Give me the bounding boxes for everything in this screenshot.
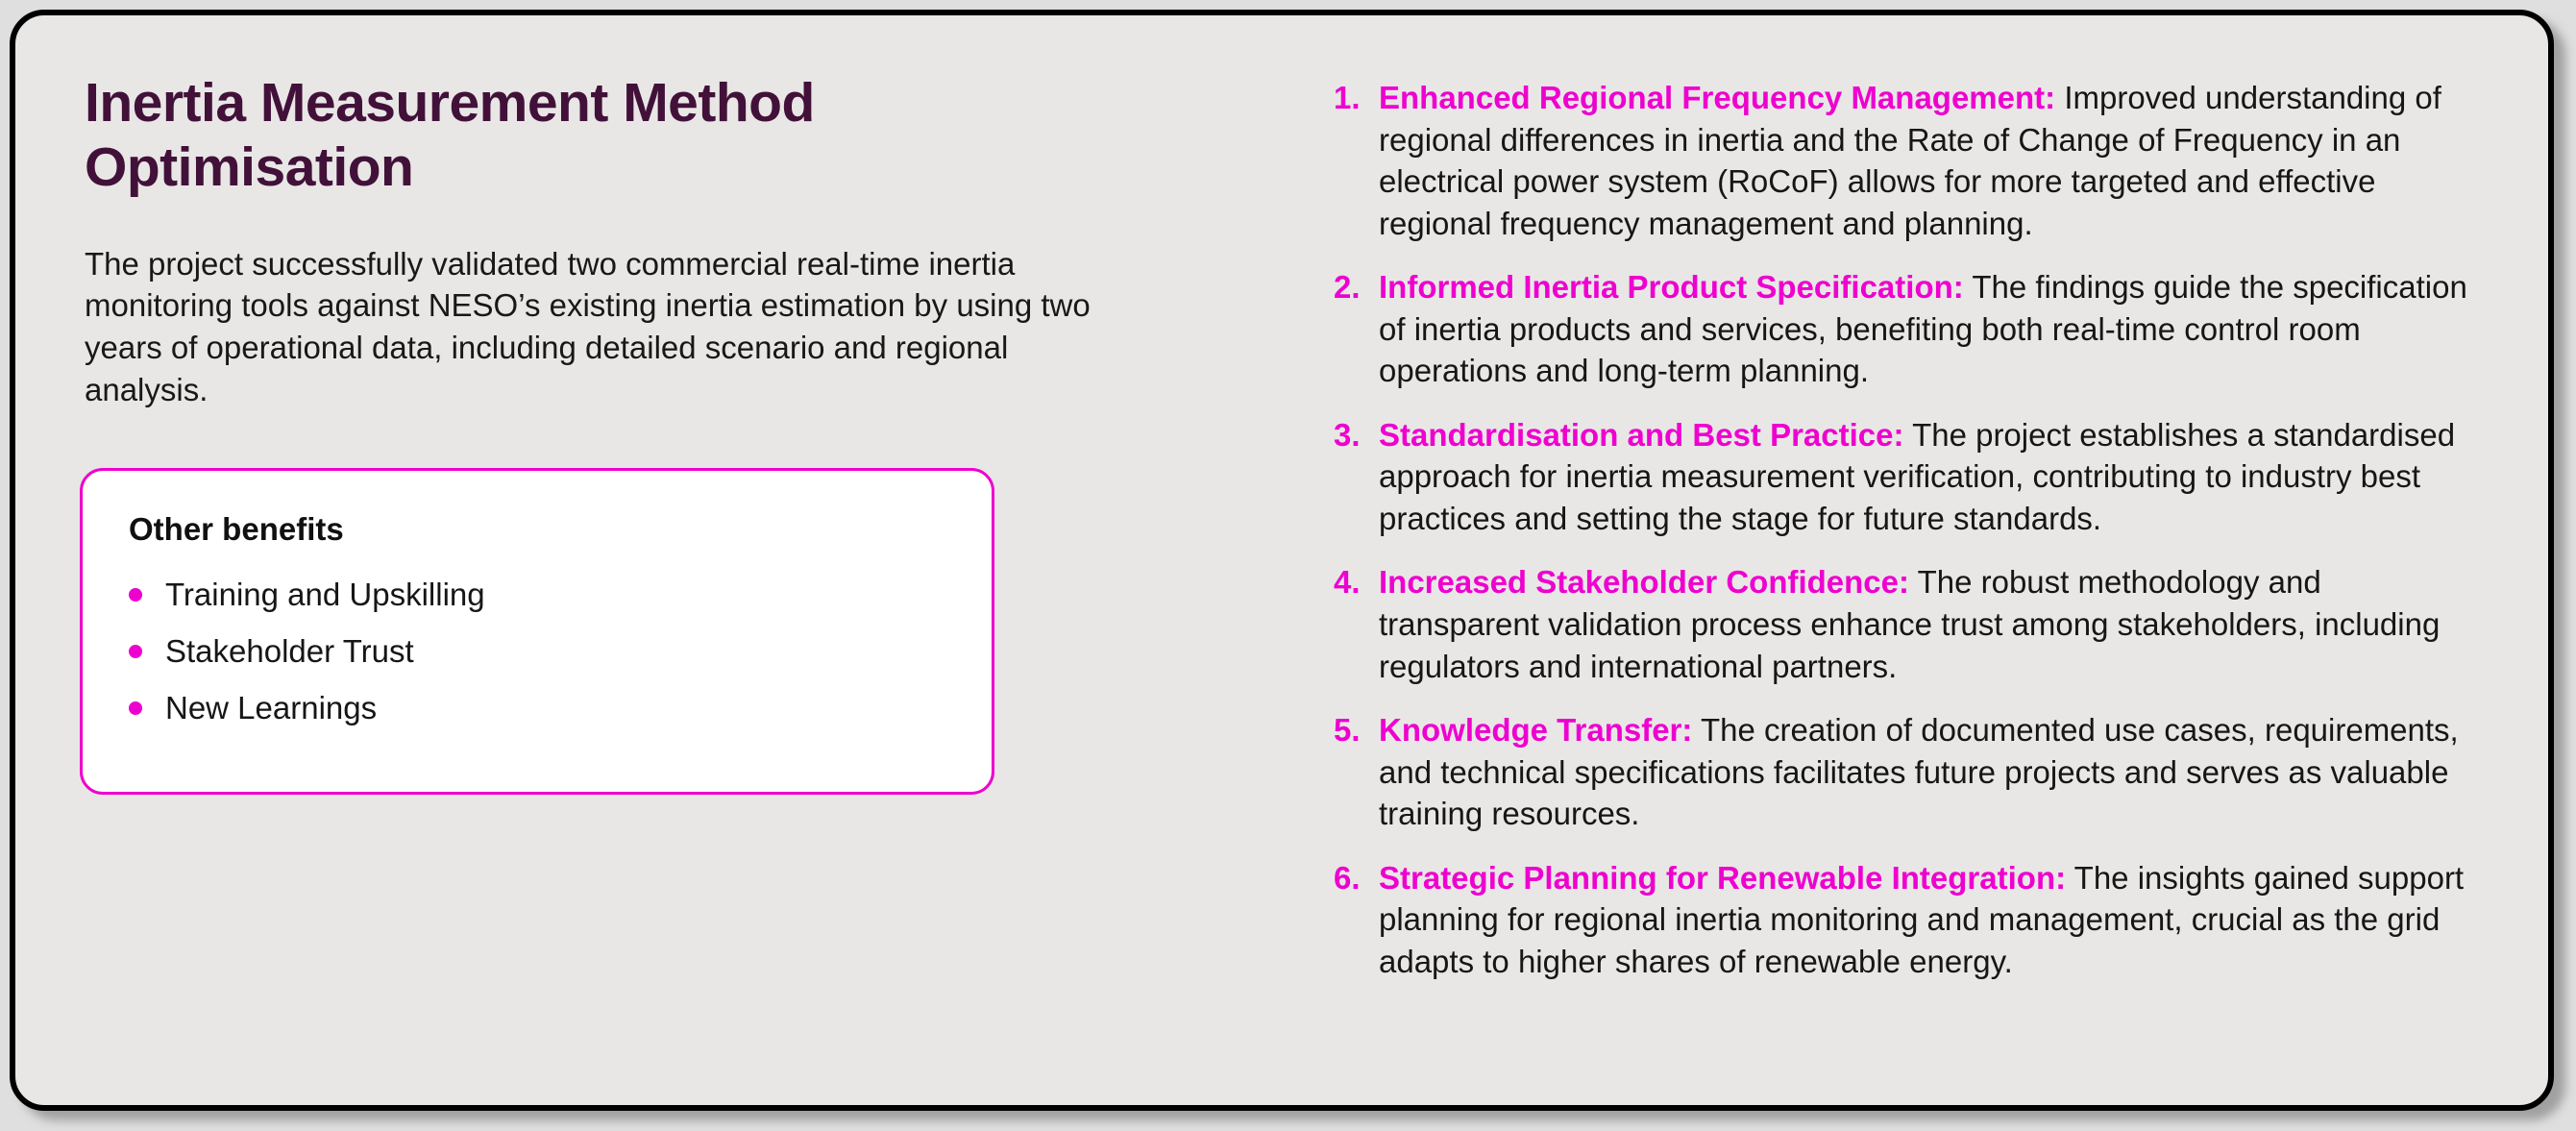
item-number: 3.: [1334, 416, 1361, 453]
bullet-icon: [129, 645, 142, 658]
list-item: [129, 690, 945, 726]
numbered-benefit-5: [1334, 709, 2477, 835]
item-number: 2.: [1334, 269, 1361, 306]
item-text: The project establishes a standardised approach for inertia measurement verification, contributing to industry best practices and setting the stage for future standards.: [1379, 416, 2456, 536]
item-heading: Knowledge Transfer:: [1379, 712, 1693, 749]
item-number: 4.: [1334, 564, 1361, 601]
item-body: [1379, 709, 2477, 835]
benefit-label: Stakeholder Trust: [165, 633, 414, 669]
numbered-benefit-1: [1334, 77, 2477, 244]
numbered-benefit-2: [1334, 266, 2477, 392]
item-body: [1379, 77, 2477, 244]
numbered-benefit-4: [1334, 561, 2477, 687]
numbered-benefit-6: [1334, 857, 2477, 983]
item-body: [1379, 414, 2477, 540]
bullet-icon: [129, 701, 142, 715]
list-item: [129, 633, 945, 670]
slide-card: [10, 10, 2554, 1111]
item-text: The creation of documented use cases, requirements, and technical specifications facilitates future projects and serves as valuable training resources.: [1379, 712, 2459, 832]
list-item: [129, 577, 945, 613]
item-text: Improved understanding of regional differences in inertia and the Rate of Change of Frequency in an electrical power system (RoCoF) allows for more targeted and effective regional frequency management and planning.: [1379, 80, 2441, 241]
item-heading: Standardisation and Best Practice:: [1379, 416, 1904, 453]
benefit-label: Training and Upskilling: [165, 577, 485, 612]
benefit-label: New Learnings: [165, 690, 378, 725]
item-number: 5.: [1334, 712, 1361, 749]
item-number: 6.: [1334, 859, 1361, 896]
item-body: [1379, 266, 2477, 392]
other-benefits-heading: Other benefits: [129, 511, 344, 547]
intro-paragraph: The project successfully validated two commercial real-time inertia monitoring tools against NESO’s existing inertia estimation by using two years of operational data, including detailed scenario and regional analysis.: [85, 245, 1091, 408]
item-text: The insights gained support planning for regional inertia monitoring and management, crucial as the grid adapts to higher shares of renewable energy.: [1379, 859, 2465, 979]
item-heading: Enhanced Regional Frequency Management:: [1379, 80, 2056, 115]
item-heading: Informed Inertia Product Specification:: [1379, 269, 1964, 306]
item-text: The findings guide the specification of inertia products and services, benefiting both real-time control room operations and long-term planning.: [1379, 269, 2467, 389]
page-title: Inertia Measurement Method Optimisation: [85, 72, 815, 199]
item-text: The robust methodology and transparent validation process enhance trust among stakeholders, including regulators and international partners.: [1379, 564, 2441, 684]
item-body: [1379, 561, 2477, 687]
numbered-benefits-list: [1334, 77, 2477, 1004]
numbered-benefit-3: [1334, 414, 2477, 540]
item-body: [1379, 857, 2477, 983]
other-benefits-box: [80, 468, 994, 795]
item-number: 1.: [1334, 80, 1361, 115]
item-heading: Strategic Planning for Renewable Integration:: [1379, 859, 2067, 896]
bullet-icon: [129, 588, 142, 602]
left-column: [85, 71, 1218, 411]
item-heading: Increased Stakeholder Confidence:: [1379, 564, 1909, 601]
